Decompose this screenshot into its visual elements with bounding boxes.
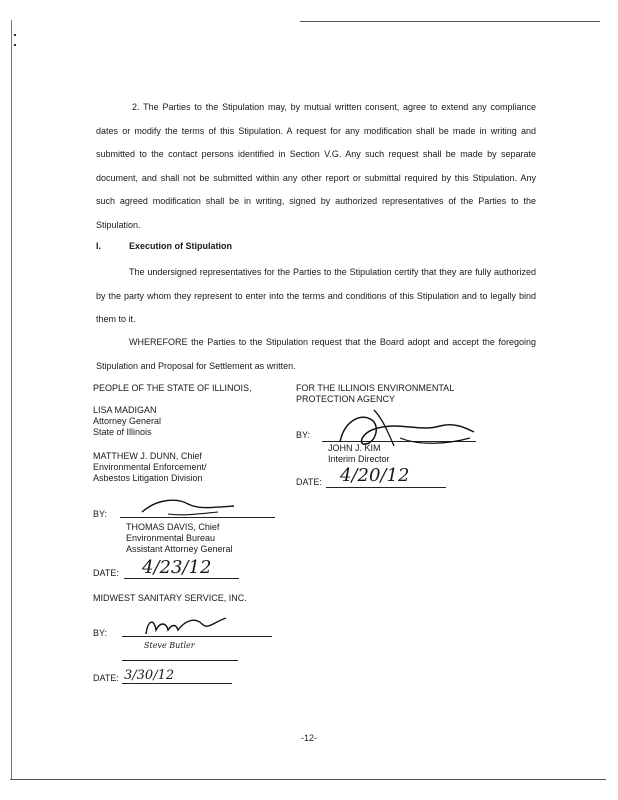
paragraph-certification: The undersigned representatives for the Parties to the Stipulation certify that they are fully authorized by the party whom they represent to enter into the terms and conditions of this Stipulation and to legally bind them to it. — [96, 267, 536, 324]
right-party-line2: PROTECTION AGENCY — [296, 394, 396, 404]
section-number: I. — [96, 241, 102, 251]
company-by-label: BY: — [93, 628, 108, 638]
chief-name: MATTHEW J. DUNN, Chief — [93, 451, 202, 461]
ag-title: Attorney General — [93, 416, 162, 426]
left-handwritten-signature — [138, 494, 238, 520]
left-date-value: 4/23/12 — [142, 557, 212, 578]
company-printed-name-line — [122, 660, 238, 661]
company-signer-printed: Steve Butler — [144, 641, 195, 650]
scan-speck — [14, 44, 16, 46]
section-title: Execution of Stipulation — [129, 241, 232, 251]
paragraph-modification: 2. The Parties to the Stipulation may, by mutual written consent, agree to extend any compliance dates or modify the terms of this Stipulation. A request for any modification shall be made in writing and submitted to the contact persons identified in Section V.G. Any such request shall be made by separate document, and shall not be submitted within any other report or submittal required by this Stipulation. Any such agreed modification shall be in writing, signed by authorized representatives of the Parties to the Stipulation. — [96, 102, 536, 230]
chief-division-1: Environmental Enforcement/ — [93, 462, 207, 472]
ag-name: LISA MADIGAN — [93, 405, 157, 415]
right-date-label: DATE: — [296, 477, 322, 487]
right-date-line — [326, 487, 446, 488]
left-date-label: DATE: — [93, 568, 119, 578]
chief-division-2: Asbestos Litigation Division — [93, 473, 203, 483]
left-signer-bureau: Environmental Bureau — [126, 533, 216, 543]
left-date-line — [124, 578, 239, 579]
section-heading — [96, 241, 232, 251]
company-handwritten-signature — [140, 612, 230, 640]
scan-edge-left — [11, 20, 12, 780]
scan-edge-top — [300, 21, 600, 22]
right-signer-title: Interim Director — [328, 454, 390, 464]
right-by-label: BY: — [296, 430, 311, 440]
right-signer-name: JOHN J. KIM — [328, 443, 381, 453]
ag-state: State of Illinois — [93, 427, 152, 437]
left-signer-title: Assistant Attorney General — [126, 544, 233, 554]
scan-edge-bottom — [10, 779, 606, 780]
left-signer-name: THOMAS DAVIS, Chief — [126, 522, 220, 532]
company-date-value: 3/30/12 — [124, 668, 175, 683]
left-by-label: BY: — [93, 509, 108, 519]
paragraph-wherefore: WHEREFORE the Parties to the Stipulation request that the Board adopt and accept the foregoing Stipulation and Proposal for Settlement as written. — [96, 337, 536, 371]
scan-speck — [14, 34, 16, 36]
right-date-value: 4/20/12 — [340, 465, 410, 486]
left-party: PEOPLE OF THE STATE OF ILLINOIS, — [93, 383, 252, 393]
company-date-line — [122, 683, 232, 684]
company-date-label: DATE: — [93, 673, 119, 683]
company-name: MIDWEST SANITARY SERVICE, INC. — [93, 593, 247, 603]
page-number: -12- — [300, 733, 317, 743]
right-party-line1: FOR THE ILLINOIS ENVIRONMENTAL — [296, 383, 455, 393]
